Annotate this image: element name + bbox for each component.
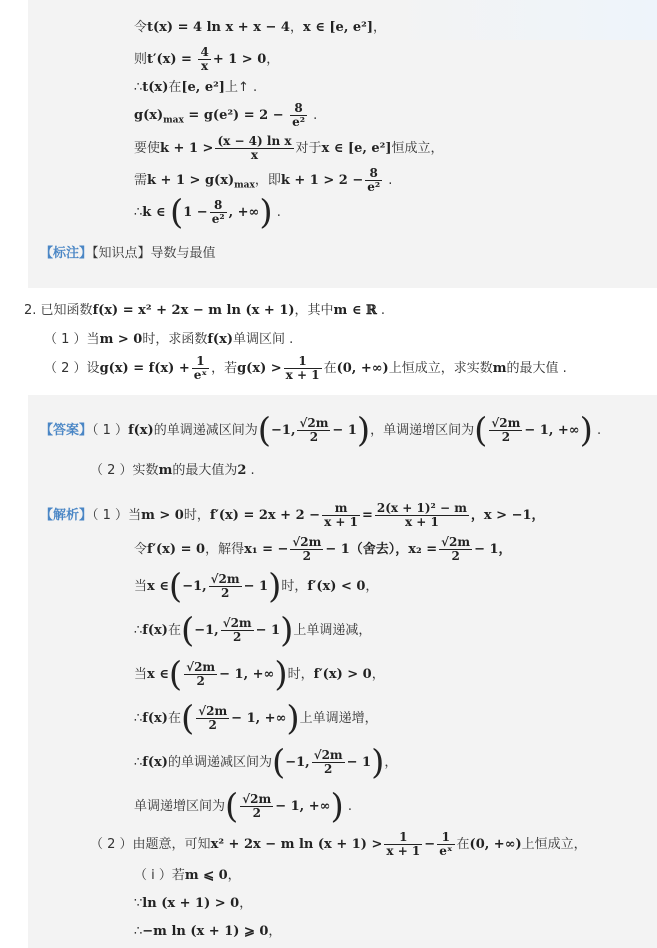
fraction: $\frac{8}{\text{e²}}$ [367, 166, 381, 194]
fraction: $\frac{4}{x}$ [200, 45, 209, 73]
question-stem: 2. 已知函数f(x) = x² + 2x − m ln (x + 1)，其中m ∈ ℝ . [24, 303, 386, 318]
p1-line-1: 令t(x) = 4 ln x + x − 4，x ∈ [e, e²]， [134, 20, 386, 35]
note-line [40, 244, 216, 264]
note-label: 【标注】 [40, 246, 93, 261]
p1-line-2: 则t′(x) = $\frac{4}{x}$ + 1 > 0， [134, 45, 280, 73]
question-sub-1: （ 1 ）当m > 0时，求函数f(x)单调区间 . [44, 332, 294, 347]
analysis-line-2: 令f′(x) = 0，解得x₁ = − $\frac{√2m}{2}$ − 1（舍去），x₂ = $\frac{√2m}{2}$ − 1， [134, 535, 512, 563]
fraction: $\frac{√2m}{2}$ [186, 660, 216, 688]
p1-line-5: 要使k + 1 > $\frac{\text{(x − 4) ln x}}{x}$ 对于x ∈ [e, e²]恒成立， [134, 134, 444, 162]
fraction: $\frac{1}{x + 1}$ [386, 830, 421, 858]
analysis-line-5: 当x ∈( $\frac{√2m}{2}$ − 1, +∞)时，f′(x) > 0， [134, 654, 385, 695]
analysis-line-9: （ 2 ）由题意，可知x² + 2x − m ln (x + 1) > $\frac{1}{x + 1}$ − $\frac{1}{\text{eˣ}}$ 在(0, +∞)上恒成立， [90, 830, 587, 858]
analysis-line-11: ∵ln (x + 1) > 0， [134, 896, 253, 911]
fraction: $\frac{√2m}{2}$ [292, 535, 322, 563]
analysis-line-7: ∴f(x)的单调递减区间为(−1, $\frac{√2m}{2}$ − 1)， [134, 742, 398, 783]
fraction: $\frac{\text{2(x + 1)² − m}}{x + 1}$ [376, 501, 467, 529]
fraction: $\frac{1}{\text{eˣ}}$ [193, 354, 208, 382]
header-decoration [397, 0, 657, 40]
answer-line-2: （ 2 ）实数m的最大值为2 . [90, 463, 255, 478]
answer-line-1: 【答案】（ 1 ）f(x)的单调递减区间为(−1, $\frac{√2m}{2}$ − 1)，单调递增区间为( $\frac{√2m}{2}$ − 1, +∞) . [40, 410, 602, 451]
fraction: $\frac{√2m}{2}$ [210, 572, 240, 600]
analysis-line-6: ∴f(x)在( $\frac{√2m}{2}$ − 1, +∞)上单调递增， [134, 698, 378, 739]
analysis-line-8: 单调递增区间为( $\frac{√2m}{2}$ − 1, +∞) . [134, 786, 352, 827]
question-sub-2: （ 2 ）设g(x) = f(x) + $\frac{1}{\text{eˣ}}$ ，若g(x) > $\frac{1}{x + 1}$ 在(0, +∞)上恒成立，求实数m的最大值 . [44, 354, 567, 382]
p1-line-6: 需$k + 1 > g(x)_{max}$，即k + 1 > 2 − $\frac{8}{\text{e²}}$ . [134, 166, 393, 194]
analysis-line-3: 当x ∈(−1, $\frac{√2m}{2}$ − 1)时，f′(x) < 0， [134, 566, 379, 607]
analysis-line-4: ∴f(x)在(−1, $\frac{√2m}{2}$ − 1)上单调递减， [134, 610, 372, 651]
p1-line-7: ∴k ∈ (1 − $\frac{8}{\text{e²}}$ , +∞) . [134, 192, 281, 233]
analysis-line-1: 【解析】（ 1 ）当m > 0时，f′(x) = 2x + 2 − $\frac{m}{x + 1}$ = $\frac{\text{2(x + 1)² − m}}{x + 1}$ ，x > −1， [40, 501, 545, 529]
fraction: $\frac{1}{\text{eˣ}}$ [439, 830, 453, 858]
analysis-label: 【解析】 [40, 508, 93, 523]
note-text: 【知识点】导数与最值 [92, 246, 216, 261]
analysis-line-12: ∴−m ln (x + 1) ⩾ 0， [134, 924, 282, 939]
fraction: $\frac{8}{\text{e²}}$ [211, 198, 225, 226]
fraction: $\frac{√2m}{2}$ [313, 748, 343, 776]
fraction: $\frac{√2m}{2}$ [198, 704, 228, 732]
fraction: $\frac{√2m}{2}$ [242, 792, 272, 820]
fraction: $\frac{m}{x + 1}$ [324, 501, 358, 529]
fraction: $\frac{1}{x + 1}$ [285, 354, 320, 382]
answer-label: 【答案】 [40, 423, 93, 438]
fraction: $\frac{√2m}{2}$ [222, 616, 252, 644]
fraction: $\frac{8}{\text{e²}}$ [292, 101, 306, 129]
fraction: $\frac{√2m}{2}$ [299, 416, 329, 444]
p1-line-4: $g(x)_{max} = g(e^2) = 2$ − $\frac{8}{\text{e²}}$ . [134, 101, 318, 129]
analysis-line-10: （ i ）若m ⩽ 0， [134, 868, 241, 883]
fraction: $\frac{√2m}{2}$ [441, 535, 471, 563]
fraction: $\frac{\text{(x − 4) ln x}}{x}$ [217, 134, 292, 162]
fraction: $\frac{√2m}{2}$ [491, 416, 521, 444]
p1-line-3: ∴t(x)在[e, e²]上↑ . [134, 80, 258, 95]
